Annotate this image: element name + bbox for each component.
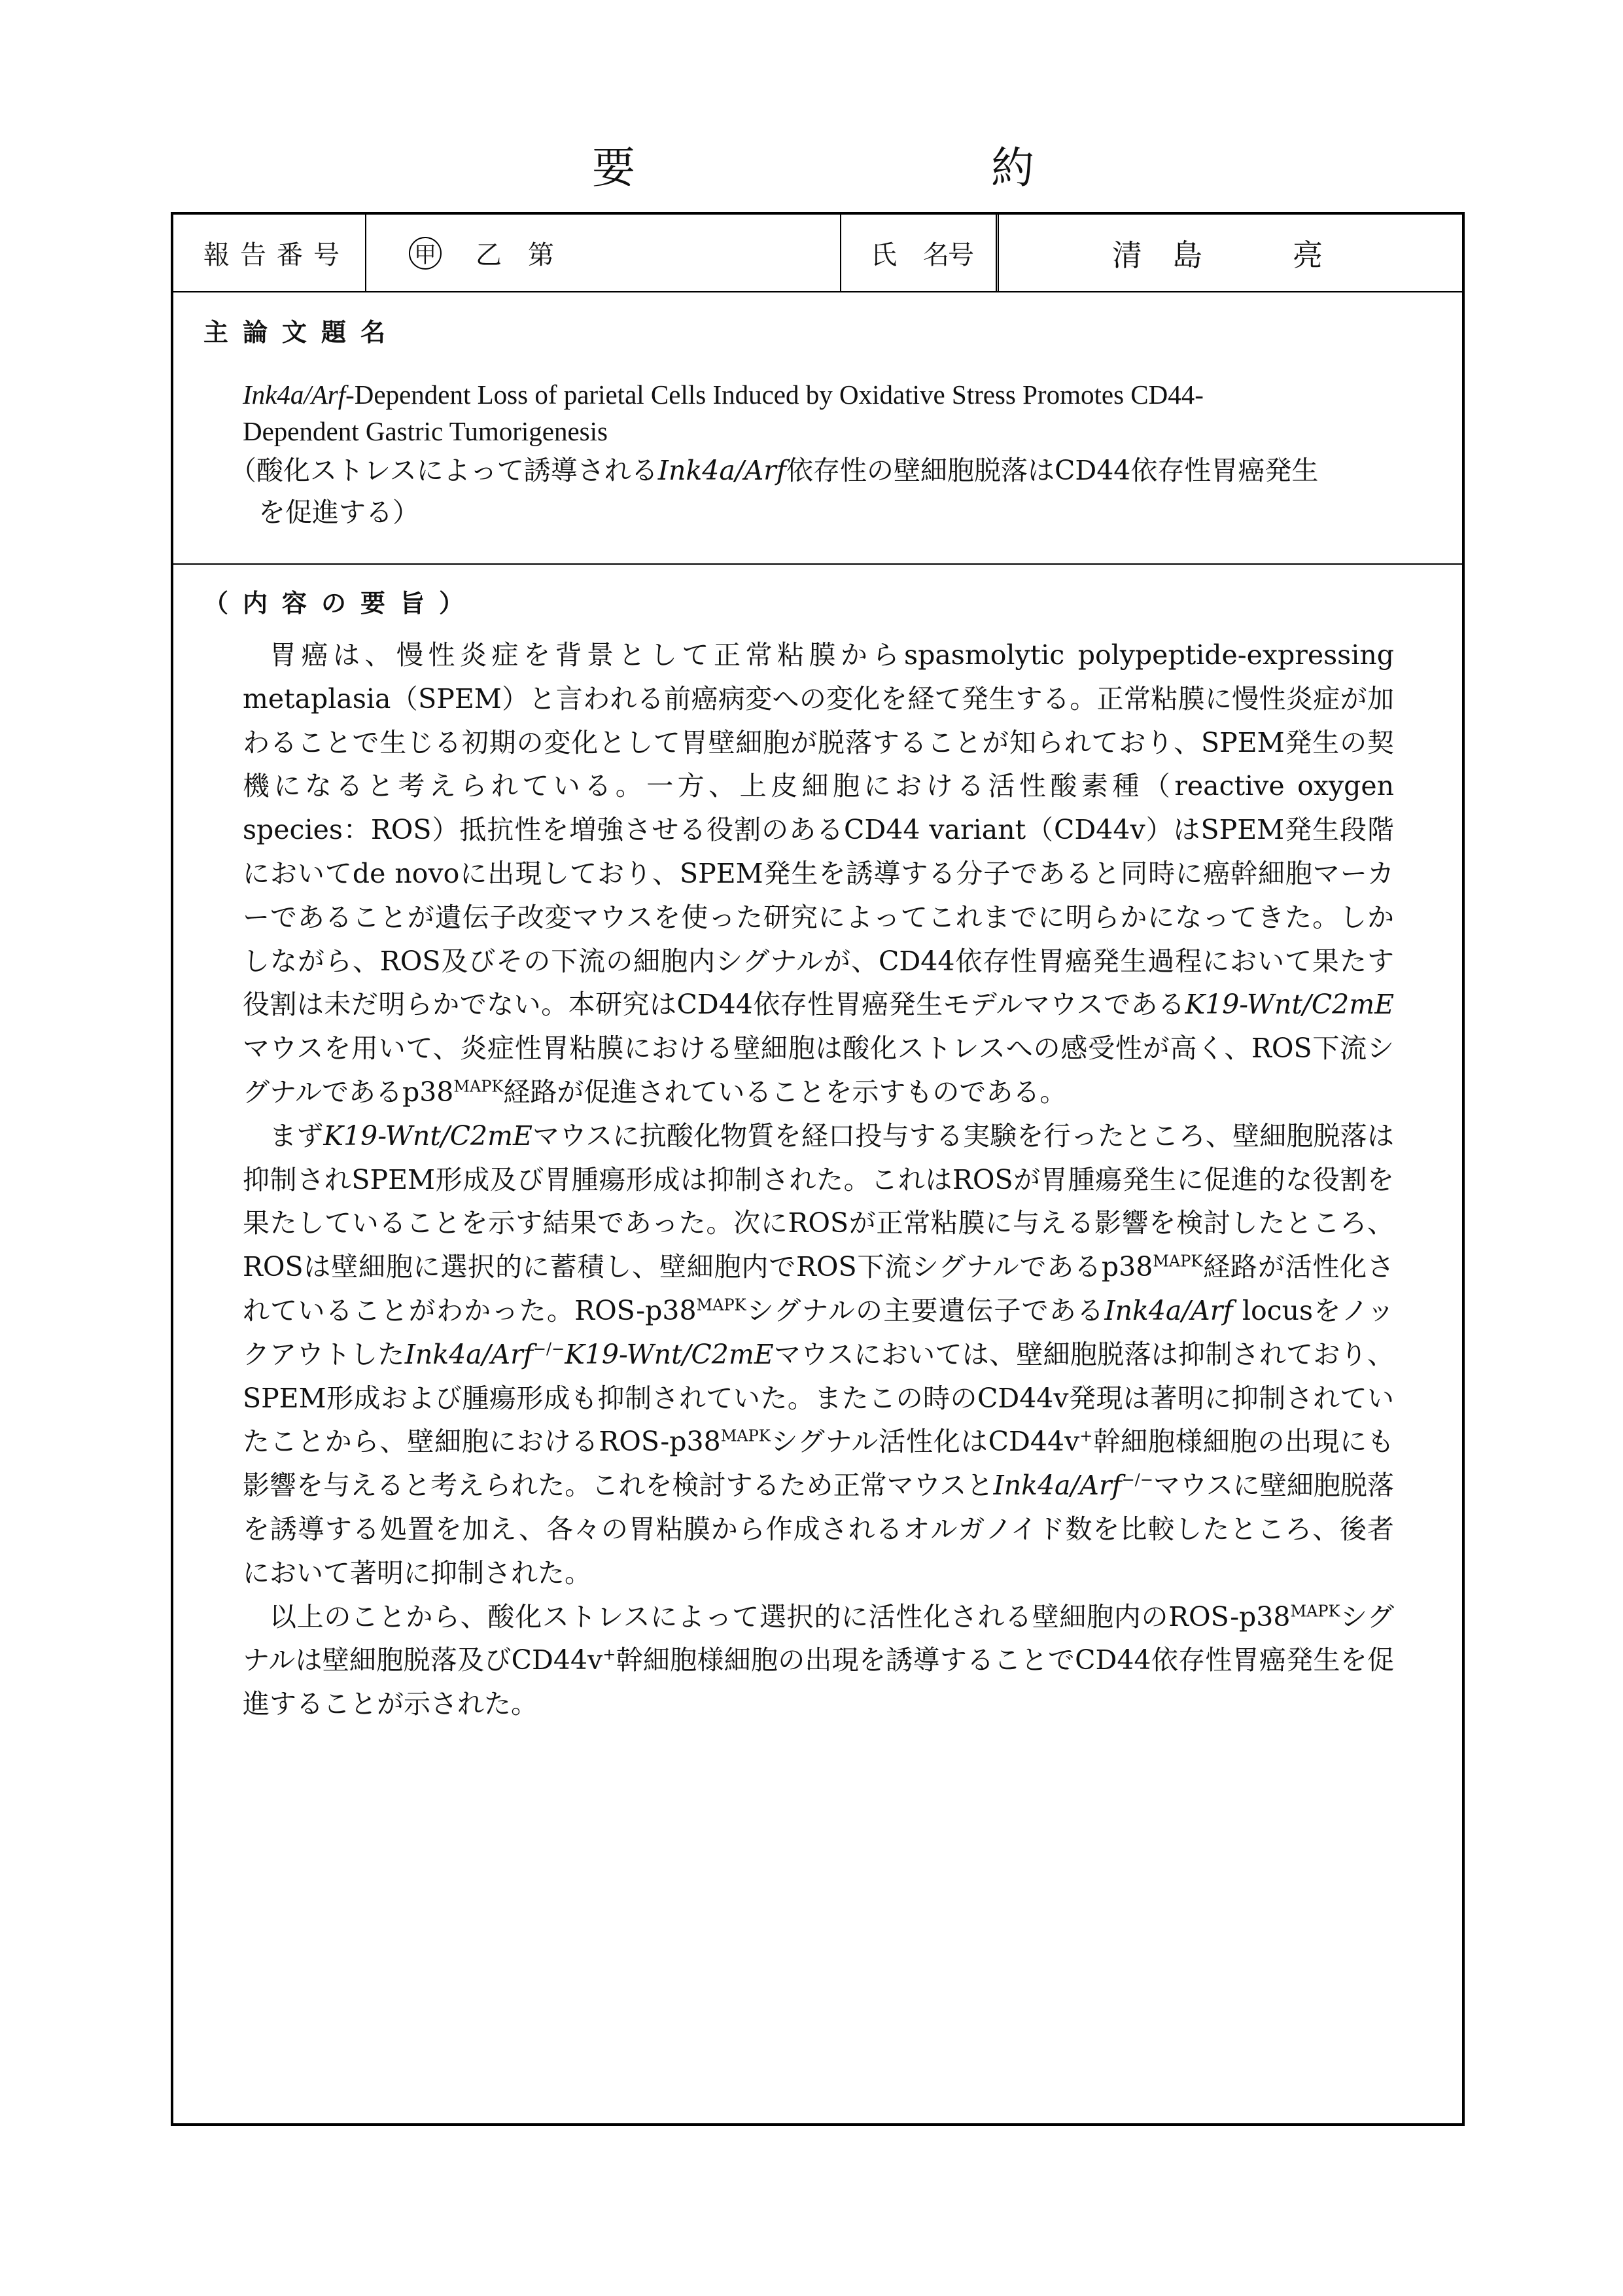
- superscript: MAPK: [453, 1077, 504, 1096]
- text: 幹細胞様細胞の出現にも影響を与えると考えられた。これを検討するため正常マウスと: [243, 1426, 1394, 1502]
- text: マウスにおいては、壁細胞脱落は抑制されており、SPEM形成および腫瘍形成も抑制されていた。またこの時のCD44v発現は著明に抑制されていたことから、壁細胞におけるROS-p38: [243, 1338, 1394, 1458]
- japanese-title-line2: を促進する）: [258, 497, 419, 528]
- superscript: MAPK: [696, 1296, 746, 1315]
- text: まず: [270, 1120, 324, 1152]
- go-label: 号: [948, 240, 974, 270]
- japanese-title-part: （酸化ストレスによって誘導される: [230, 455, 658, 486]
- text: マウスを用いて、炎症性胃粘膜における壁細胞は酸化ストレスへの感受性が高く、ROS下流シグナルであるp38: [243, 1033, 1394, 1108]
- title-char-left: 要: [592, 143, 635, 193]
- text: 胃癌は、慢性炎症を背景として正常粘膜からspasmolytic polypeptide-expressing metaplasia（SPEM）と言われる前癌病変への変化を経て発生する。正常粘膜に慢性炎症が加わることで生じる初期の変化として胃壁細胞が脱落することが知られており、SPEM発生の契機になると考えられている。一方、上皮細胞における活性酸素種（reactive oxygen species：ROS）抵抗性を増強させる役割のあるCD44 variant（CD44v）はSPEM発生段階においてde novoに出現しており、SPEM発生を誘導する分子であると同時に癌幹細胞マーカーであることが遺伝子改変マウスを使った研究によってこれまでに明らかになってきた。しかしながら、ROS及びその下流の細胞内シグナルが、CD44依存性胃癌発生過程において果たす役割は未だ明らかでない。本研究はCD44依存性胃癌発生モデルマウスである: [243, 639, 1394, 1021]
- text: 幹細胞様細胞の出現を誘導することでCD44依存性胃癌発生を促進することが示された。: [243, 1644, 1394, 1720]
- superscript: +: [1079, 1426, 1093, 1445]
- header-row: [173, 215, 1462, 292]
- japanese-title-part: 依存性の壁細胞脱落はCD44依存性胃癌発生: [786, 455, 1319, 486]
- text: マウスに抗酸化物質を経口投与する実験を行ったところ、壁細胞脱落は抑制されSPEM形成及び胃腫瘍形成は抑制された。これはROSが胃腫瘍発生に促進的な役割を果たしていることを示す結果であった。次にROSが正常粘膜に与える影響を検討したところ、ROSは壁細胞に選択的に蓄積し、壁細胞内でROS下流シグナルであるp38: [243, 1120, 1394, 1283]
- superscript: −/−: [532, 1339, 565, 1358]
- superscript: +: [602, 1645, 616, 1664]
- japanese-title: [230, 450, 1394, 533]
- thesis-title-section: [173, 292, 1462, 565]
- text: シグナルは壁細胞脱落及びCD44v: [243, 1600, 1395, 1676]
- superscript: MAPK: [1153, 1252, 1203, 1271]
- circled-kou: 甲: [409, 237, 442, 270]
- text: マウスに壁細胞脱落を誘導する処置を加え、各々の胃粘膜から作成されるオルガノイド数を比較したところ、後者において著明に抑制された。: [243, 1470, 1394, 1589]
- italic-text: Ink4a/Arf: [1104, 1294, 1233, 1326]
- text: シグナル活性化はCD44v: [770, 1426, 1080, 1458]
- document-title: [0, 139, 1623, 198]
- kou-mark: [409, 215, 468, 291]
- superscript: −/−: [1121, 1470, 1153, 1489]
- text: シグナルの主要遺伝子である: [746, 1294, 1105, 1326]
- abstract-body: [243, 633, 1394, 1726]
- name-label: 氏 名: [871, 240, 949, 270]
- italic-text: K19-Wnt/C2mE: [1185, 989, 1394, 1021]
- english-title-italic: Ink4a/Arf: [243, 380, 346, 410]
- name-value: 清 島 亮: [1112, 237, 1323, 273]
- abstract-paragraph-2: [243, 1114, 1394, 1595]
- divider: [840, 215, 841, 291]
- abstract-paragraph-1: [243, 633, 1394, 1114]
- report-number-label: 報告番号: [203, 240, 350, 270]
- otsu-dai-label: 乙 第: [476, 240, 554, 270]
- abstract-paragraph-3: [243, 1595, 1394, 1726]
- english-title-line2: Dependent Gastric Tumorigenesis: [243, 416, 608, 446]
- text: 経路が促進されていることを示すものである。: [503, 1076, 1067, 1108]
- divider: [998, 215, 999, 291]
- title-char-right: 約: [991, 143, 1034, 193]
- divider: [365, 215, 366, 291]
- superscript: MAPK: [1290, 1601, 1340, 1620]
- superscript: MAPK: [720, 1426, 771, 1445]
- italic-text: Ink4a/Arf: [993, 1470, 1122, 1502]
- italic-text: Ink4a/Arf: [404, 1338, 533, 1370]
- english-title-line1: -Dependent Loss of parietal Cells Induced by Oxidative Stress Promotes CD44-: [345, 380, 1204, 410]
- japanese-title-italic: Ink4a/Arf: [657, 455, 786, 486]
- italic-text: K19-Wnt/C2mE: [323, 1120, 532, 1152]
- text: 経路が活性化されていることがわかった。ROS-p38: [243, 1251, 1394, 1326]
- thesis-title-label: 主論文題名: [203, 318, 400, 347]
- abstract-form: [171, 212, 1465, 2126]
- abstract-label: （内容の要旨）: [203, 589, 479, 618]
- divider: [996, 215, 997, 291]
- english-title: [243, 376, 1394, 450]
- text: locusをノックアウトした: [243, 1294, 1394, 1370]
- text: 以上のことから、酸化ストレスによって選択的に活性化される壁細胞内のROS-p38: [270, 1600, 1291, 1633]
- italic-text: K19-Wnt/C2mE: [565, 1338, 774, 1370]
